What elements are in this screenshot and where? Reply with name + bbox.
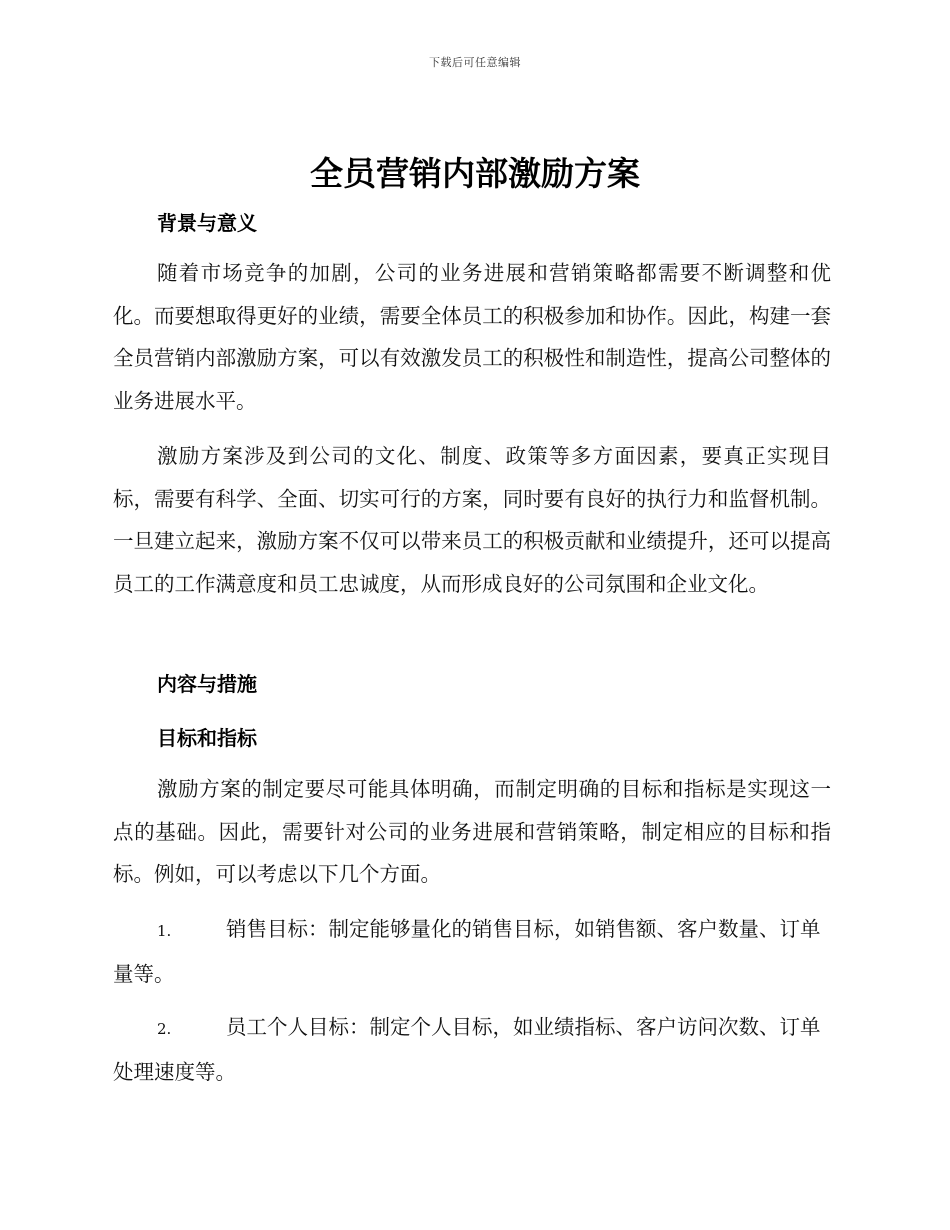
paragraph-goals-1: 激励方案的制定要尽可能具体明确，而制定明确的目标和指标是实现这一点的基础。因此，需要针对公司的业务进展和营销策略，制定相应的目标和指标。例如，可以考虑以下几个方面。: [113, 777, 831, 886]
section-heading-content: 内容与措施: [157, 672, 257, 696]
page-header-note: 下载后可任意编辑: [429, 56, 521, 69]
list-item: [113, 1006, 831, 1093]
document-title: 全员营销内部激励方案: [310, 154, 640, 193]
section-heading-goals: 目标和指标: [157, 726, 257, 750]
list-item-number: 1.: [157, 922, 172, 940]
list-item-text: 销售目标：制定能够量化的销售目标，如销售额、客户数量、订单量等。: [113, 917, 821, 986]
paragraph-background-1: 随着市场竞争的加剧，公司的业务进展和营销策略都需要不断调整和优化。而要想取得更好的业绩，需要全体员工的积极参加和协作。因此，构建一套全员营销内部激励方案，可以有效激发员工的积极性和制造性，提高公司整体的业务进展水平。: [113, 261, 831, 413]
list-item: [113, 908, 831, 995]
list-item-number: 2.: [157, 1020, 172, 1038]
paragraph-background-2: 激励方案涉及到公司的文化、制度、政策等多方面因素，要真正实现目标，需要有科学、全面、切实可行的方案，同时要有良好的执行力和监督机制。一旦建立起来，激励方案不仅可以带来员工的积极贡献和业绩提升，还可以提高员工的工作满意度和员工忠诚度，从而形成良好的公司氛围和企业文化。: [113, 444, 831, 596]
section-heading-background: 背景与意义: [157, 211, 257, 235]
list-item-text: 员工个人目标：制定个人目标，如业绩指标、客户访问次数、订单处理速度等。: [113, 1015, 821, 1084]
